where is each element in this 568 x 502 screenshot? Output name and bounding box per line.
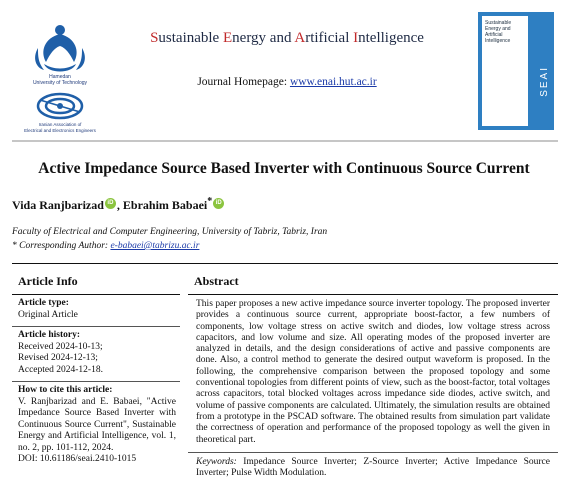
orcid-icon[interactable]: iD — [213, 198, 224, 209]
citation-block — [12, 382, 180, 471]
journal-title — [106, 30, 468, 47]
header-divider — [12, 140, 558, 142]
corresponding-mark: * — [207, 196, 213, 207]
corresponding-label: * Corresponding Author: — [12, 241, 111, 251]
homepage-label: Journal Homepage: — [197, 76, 290, 88]
abstract-panel — [188, 268, 558, 485]
journal-title-part: rtificial — [305, 30, 354, 46]
section-divider — [12, 263, 558, 264]
citation-text: V. Ranjbarizad and E. Babaei, "Active Impedance Source Based Inverter with Continuous Source Current", Sustainable Energy and Artificial Intelligence, vol. 1, no. 2, pp. 101-112, 2024. — [18, 396, 176, 453]
association-name: Iranian Association of Electrical and Electronics Engineers — [24, 122, 96, 133]
author-list — [12, 196, 225, 213]
article-history-label: Article history: — [18, 330, 80, 340]
journal-cover — [478, 12, 554, 130]
cover-label: SEAI — [539, 66, 550, 97]
article-type-block — [12, 295, 180, 327]
journal-title-part: ustainable — [158, 30, 223, 46]
orcid-icon[interactable]: iD — [105, 198, 116, 209]
keywords — [188, 453, 558, 486]
affiliation: Faculty of Electrical and Computer Engineering, University of Tabriz, Tabriz, Iran — [12, 227, 328, 237]
revised-date: Revised 2024-12-13; — [18, 353, 98, 363]
journal-homepage — [106, 76, 468, 88]
article-history-block — [12, 327, 180, 382]
university-name: Hamedan University of Technology — [32, 74, 88, 86]
abstract-heading: Abstract — [188, 268, 558, 295]
journal-title-part: ntelligence — [358, 30, 424, 46]
journal-title-cap-e: E — [222, 30, 233, 46]
author-name: Vida Ranjbarizad — [12, 198, 104, 212]
journal-logos — [14, 8, 106, 138]
author-separator: , — [116, 198, 123, 212]
journal-title-cap-a: A — [294, 30, 306, 46]
journal-title-part: nergy and — [232, 30, 295, 46]
corresponding-email-link[interactable]: e-babaei@tabrizu.ac.ir — [110, 241, 200, 251]
article-type-value: Original Article — [18, 309, 78, 320]
corresponding-author — [12, 241, 199, 251]
accepted-date: Accepted 2024-12-18. — [18, 364, 103, 375]
author-name: Ebrahim Babaei — [122, 198, 208, 212]
received-date: Received 2024-10-13; — [18, 341, 103, 352]
abstract-text: This paper proposes a new active impedance source inverter topology. The proposed inverter provides a continuous source current, appropriate boost-factor, a few numbers of components, low voltage stress on active switch and diodes, low voltage stress across capacitors, and low volume and size. All operating modes of the proposed inverter are analyzed in details, and the design considerations of active and passive components are done. Also, a control method to generate the desired output waveform is proposed. In the following, the comprehensive comparison between the proposed topology and some conventional topologies from different points of view, such as the boost-factor, total voltages across capacitors, total blocked voltages across impedance side diodes, active switch, and volume of passive components are calculated. Ultimately, the simulation results are obtained from a prototype in the PSCAD software. The obtained results from simulation part validate the correctness of operation and performance of the proposed topology as well the given in theoretical part. — [188, 295, 558, 453]
cover-page — [482, 16, 528, 126]
doi[interactable]: DOI: 10.61186/seai.2410-1015 — [18, 454, 137, 464]
homepage-link[interactable]: www.enai.hut.ac.ir — [289, 76, 377, 88]
keywords-label: Keywords: — [196, 456, 237, 467]
article-info-heading: Article Info — [12, 268, 180, 295]
article-info-panel — [12, 268, 180, 471]
university-logo-icon — [14, 8, 106, 138]
journal-title-cap-i: I — [353, 30, 359, 46]
paper-title: Active Impedance Source Based Inverter with Continuous Source Current — [38, 160, 530, 177]
article-type-label: Article type: — [18, 298, 69, 308]
cover-title: Sustainable Energy and Artificial Intelligence — [485, 20, 512, 44]
keywords-list: Impedance Source Inverter; Z-Source Inverter; Active Impedance Source Inverter; Pulse Width Modulation. — [196, 456, 550, 479]
citation-label: How to cite this article: — [18, 385, 113, 395]
journal-title-cap-s: S — [150, 30, 159, 46]
